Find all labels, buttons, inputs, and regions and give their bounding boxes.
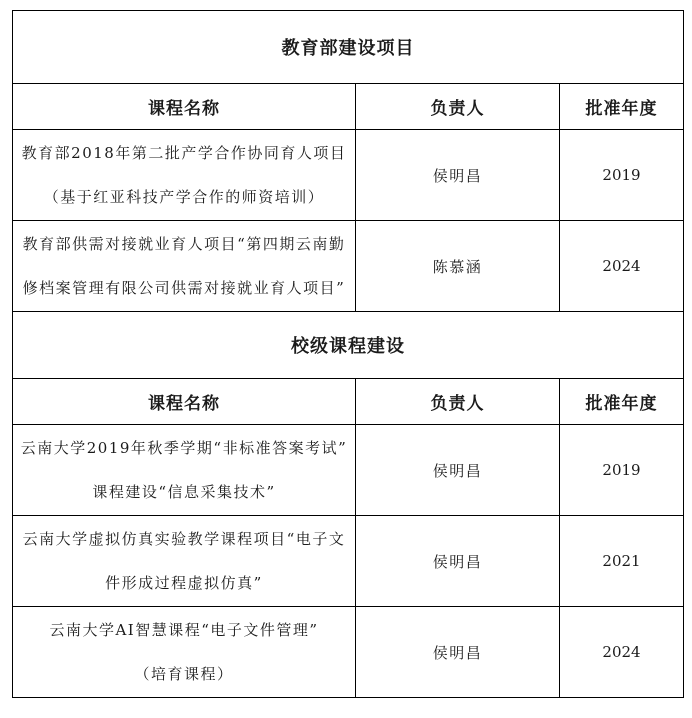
section-row: [13, 11, 684, 84]
year-cell: 2024: [560, 221, 684, 312]
table-row: [13, 607, 684, 698]
header-row: [13, 84, 684, 130]
course-name-cell: [13, 130, 356, 221]
header-year: 批准年度: [560, 379, 684, 425]
course-name-line: 修档案管理有限公司供需对接就业育人项目”: [22, 279, 346, 297]
header-course-name: 课程名称: [13, 379, 356, 425]
header-person: 负责人: [356, 379, 560, 425]
header-year: 批准年度: [560, 84, 684, 130]
table-row: [13, 221, 684, 312]
course-name-line: 教育部2018年第二批产学合作协同育人项目: [21, 144, 347, 162]
course-name-line: 课程建设“信息采集技术”: [92, 483, 276, 501]
course-name-line: （基于红亚科技产学合作的师资培训）: [43, 188, 325, 206]
projects-table: [12, 10, 684, 698]
header-course-name: 课程名称: [13, 84, 356, 130]
section-title: 校级课程建设: [13, 312, 684, 379]
section-title: 教育部建设项目: [13, 11, 684, 84]
person-cell: 陈慕涵: [356, 221, 560, 312]
person-cell: 侯明昌: [356, 130, 560, 221]
course-name-line: 云南大学虚拟仿真实验教学课程项目“电子文: [22, 530, 346, 548]
course-name-line: 云南大学AI智慧课程“电子文件管理”: [49, 621, 319, 639]
header-row: [13, 379, 684, 425]
course-name-line: 教育部供需对接就业育人项目“第四期云南勤: [22, 235, 346, 253]
course-name-cell: [13, 607, 356, 698]
course-name-line: 件形成过程虚拟仿真”: [105, 574, 263, 592]
header-person: 负责人: [356, 84, 560, 130]
table-row: [13, 130, 684, 221]
year-cell: 2021: [560, 516, 684, 607]
section-row: [13, 312, 684, 379]
table-row: [13, 516, 684, 607]
year-cell: 2019: [560, 425, 684, 516]
course-name-cell: [13, 516, 356, 607]
person-cell: 侯明昌: [356, 516, 560, 607]
course-name-cell: [13, 221, 356, 312]
year-cell: 2019: [560, 130, 684, 221]
course-name-line: （培育课程）: [134, 665, 234, 683]
table-row: [13, 425, 684, 516]
person-cell: 侯明昌: [356, 425, 560, 516]
person-cell: 侯明昌: [356, 607, 560, 698]
course-name-line: 云南大学2019年秋季学期“非标准答案考试”: [20, 439, 348, 457]
year-cell: 2024: [560, 607, 684, 698]
course-name-cell: [13, 425, 356, 516]
